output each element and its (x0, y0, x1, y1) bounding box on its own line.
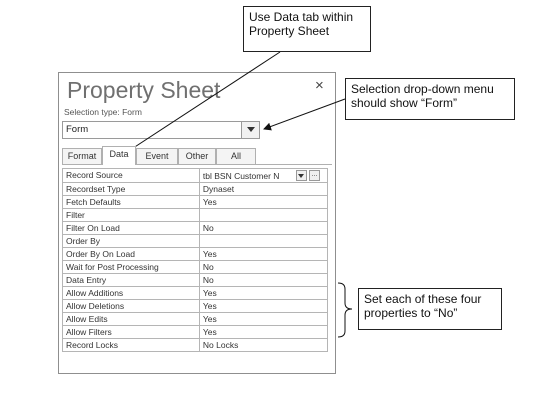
property-name: Wait for Post Processing (63, 260, 200, 273)
property-name: Record Source (63, 169, 200, 183)
property-name: Allow Deletions (63, 299, 200, 312)
selection-dropdown-value: Form (66, 124, 89, 135)
property-name: Allow Additions (63, 286, 200, 299)
property-name: Order By (63, 234, 200, 247)
tab-all[interactable]: All (216, 148, 256, 164)
property-name: Allow Edits (63, 312, 200, 325)
property-value[interactable]: Yes (199, 286, 327, 299)
callout-dropdown: Selection drop-down menu should show “Form” (345, 78, 515, 120)
property-name: Recordset Type (63, 182, 200, 195)
property-value[interactable]: No (199, 260, 327, 273)
property-name: Filter On Load (63, 221, 200, 234)
property-value[interactable]: Yes (199, 299, 327, 312)
property-value[interactable]: Yes (199, 247, 327, 260)
bracket (338, 283, 352, 337)
property-value[interactable]: No (199, 221, 327, 234)
property-sheet-title: Property Sheet (67, 77, 221, 103)
tab-data[interactable]: Data (102, 146, 136, 165)
property-name: Allow Filters (63, 325, 200, 338)
tab-format[interactable]: Format (62, 148, 102, 164)
callout-data-tab: Use Data tab within Property Sheet (243, 6, 371, 52)
property-name: Record Locks (63, 338, 200, 351)
selection-type-label: Selection type: Form (64, 107, 142, 117)
tab-event[interactable]: Event (136, 148, 178, 164)
arrow-to-dropdown (264, 99, 345, 129)
property-name: Filter (63, 208, 200, 221)
property-value[interactable]: Dynaset (199, 182, 327, 195)
property-value[interactable]: Yes (199, 195, 327, 208)
close-icon[interactable]: × (315, 77, 324, 94)
property-value[interactable]: No (199, 273, 327, 286)
property-value[interactable]: No Locks (199, 338, 327, 351)
arrow-to-data-tab (124, 52, 280, 154)
property-value[interactable]: Yes (199, 312, 327, 325)
property-value: tbl BSN Customer N (202, 170, 280, 181)
property-name: Data Entry (63, 273, 200, 286)
tab-other[interactable]: Other (178, 148, 216, 164)
build-button[interactable]: ... (309, 170, 320, 181)
callout-four-properties: Set each of these four properties to “No” (358, 288, 502, 330)
property-name: Order By On Load (63, 247, 200, 260)
property-name: Fetch Defaults (63, 195, 200, 208)
property-value[interactable]: Yes (199, 325, 327, 338)
